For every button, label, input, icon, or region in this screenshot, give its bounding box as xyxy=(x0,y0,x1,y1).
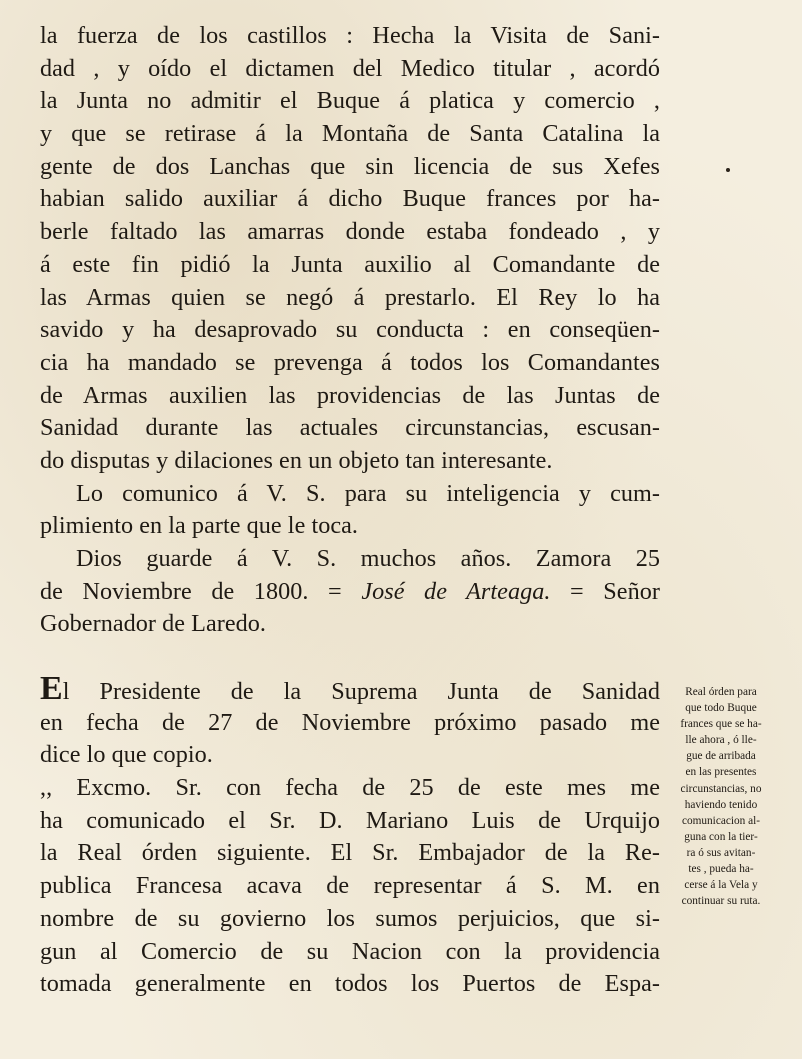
text-line: Sanidad durante las actuales circunstancias, escusan- xyxy=(40,414,660,442)
text-line: ,, Excmo. Sr. con fecha de 25 de este mes me xyxy=(40,774,660,802)
text-line: habian salido auxiliar á dicho Buque frances por ha- xyxy=(40,185,660,213)
signature-name: José de Arteaga. xyxy=(361,577,551,605)
text-line: savido y ha desaprovado su conducta : en conseqüen- xyxy=(40,316,660,344)
text-line: gun al Comercio de su Nacion con la providencia xyxy=(40,937,660,965)
first-line-text: l Presidente de la Suprema Junta de Sanidad xyxy=(62,678,660,705)
text-line: las Armas quien se negó á prestarlo. El Rey lo ha xyxy=(40,283,660,311)
marginal-line: guna con la tier- xyxy=(684,830,758,843)
marginal-line: Real órden para xyxy=(685,686,757,698)
text-line: dice lo que copio. xyxy=(40,741,213,769)
text-line-first xyxy=(40,674,660,707)
marginal-line: lle ahora , ó lle- xyxy=(685,734,757,747)
drop-cap: E xyxy=(40,674,63,707)
text-line: tomada generalmente en todos los Puertos de Espa- xyxy=(40,970,660,998)
text-line: dad , y oído el dictamen del Medico titular , acordó xyxy=(40,54,660,82)
text-line: y que se retirase á la Montaña de Santa Catalina la xyxy=(40,120,660,148)
text-line: publica Francesa acava de representar á S. M. en xyxy=(40,872,660,900)
closing-line-signature xyxy=(40,576,660,609)
text-line: berle faltado las amarras donde estaba fondeado , y xyxy=(40,218,660,246)
marginal-line: cerse á la Vela y xyxy=(684,879,758,892)
marginal-line: gue de arribada xyxy=(686,750,756,763)
ink-speck xyxy=(726,168,730,172)
marginal-line: haviendo tenido xyxy=(684,798,758,811)
marginal-line: tes , pueda ha- xyxy=(688,863,754,876)
text-line: la Junta no admitir el Buque á platica y comercio , xyxy=(40,87,660,115)
letter-body xyxy=(40,20,660,641)
text-line: la fuerza de los castillos : Hecha la Visita de Sani- xyxy=(40,22,660,49)
text-line: la Real órden siguiente. El Sr. Embajador de la Re- xyxy=(40,839,660,867)
text-line: gente de dos Lanchas que sin licencia de sus Xefes xyxy=(40,152,660,180)
addressee-text: = Señor xyxy=(550,577,660,605)
marginal-line: que todo Buque xyxy=(685,702,757,715)
addressee-line: Gobernador de Laredo. xyxy=(40,610,267,638)
marginal-line: ra ó sus avitan- xyxy=(686,846,756,859)
text-line: cia ha mandado se prevenga á todos los Comandantes xyxy=(40,348,660,376)
date-text: de Noviembre de 1800. = xyxy=(40,577,362,605)
text-line: en fecha de 27 de Noviembre próximo pasado me xyxy=(40,708,660,736)
marginal-note xyxy=(659,684,783,909)
text-line: ha comunicado el Sr. D. Mariano Luis de Urquijo xyxy=(40,806,660,834)
text-line: de Armas auxilien las providencias de las Juntas de xyxy=(40,381,660,409)
marginal-line: comunicacion al- xyxy=(681,814,761,827)
marginal-line: en las presentes xyxy=(685,766,757,779)
marginal-line: continuar su ruta. xyxy=(681,895,761,908)
marginal-line: circunstancias, no xyxy=(680,782,762,795)
closing-line: Dios guarde á V. S. muchos años. Zamora 25 xyxy=(76,545,660,572)
text-line: do disputas y dilaciones en un objeto tan interesante. xyxy=(40,446,553,474)
second-letter-body xyxy=(40,674,660,1001)
text-line: nombre de su govierno los sumos perjuicios, que si- xyxy=(40,904,660,932)
text-line: plimiento en la parte que le toca. xyxy=(40,512,359,540)
text-line: Lo comunico á V. S. para su inteligencia y cum- xyxy=(76,479,660,507)
marginal-line: frances que se ha- xyxy=(680,718,762,731)
text-line: á este fin pidió la Junta auxilio al Comandante de xyxy=(40,250,660,278)
